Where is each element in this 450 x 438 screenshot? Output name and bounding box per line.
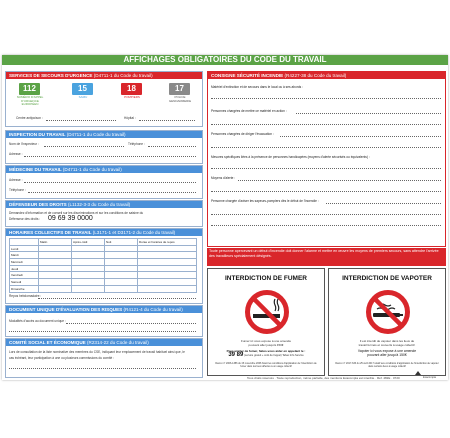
centre-antipoison-line [46,120,116,121]
consigne-ref: (R4227-38 du Code du travail) [284,73,347,78]
cell [138,259,197,266]
number-17: 17 [169,83,190,95]
fumer-title: INTERDICTION DE FUMER [225,275,307,282]
medecine-ref: (D4711-1 du Code du travail) [62,167,122,172]
secours-ref: (D4711-1 du Code du travail) [93,73,153,78]
cell [39,252,72,259]
cell [138,252,197,259]
table-row [10,245,197,252]
cell [138,272,197,279]
medecine-adresse-line [24,182,196,183]
section-defenseur [5,200,203,227]
defenseur-header [6,201,202,208]
risques-line [66,323,196,324]
horaires-col-apres-midi: Après-midi [72,239,105,246]
cell [105,252,138,259]
vapoter-text-1: Il est interdit de vapoter dans les lieux de [359,339,415,343]
cell [105,245,138,252]
vapoter-text-2: travail fermés et couverts à usage collectif. [358,343,416,347]
fumer-phone-note: (service gratuit + coût de l'appel) Tabac Info Service [244,354,304,357]
number-15-label: SAMU [78,95,88,99]
number-18-label: POMPIERS [124,95,140,99]
number-112: 112 [19,83,40,95]
consigne-line-1a [211,98,441,99]
cell [39,245,72,252]
cell [105,259,138,266]
cell [39,259,72,266]
repos-label: Repos hebdomadaire : [9,294,42,298]
hopital-label: Hôpital : [124,116,136,120]
inspecteur-nom-label: Nom de l'inspecteur : [9,142,39,146]
cell [72,279,105,286]
horaires-table [9,238,197,293]
repos-line [38,298,196,299]
risques-line-2 [9,331,196,332]
fumer-phone-number: 39 89 [228,352,244,358]
no-vaping-icon [365,289,411,335]
consigne-field-3: Personnes chargées de diriger l'évacuation : [211,132,274,136]
cell [105,279,138,286]
consigne-field-2: Personnes chargées de mettre ce matériel en action : [211,109,287,113]
vapoter-fine-print: Décret n° 2017-633 du 25 avril 2017 relatif aux conditions d'application de l'interdiction de vapoter dans certains lieux à usage collectif [335,362,439,368]
consigne-field-4: Mesures spécifiques liées à la présence de personnes handicapées (moyens d'alerte sécurisés ou équivalents) : [211,155,370,159]
number-112-label: NUMÉRO D'APPEL D'URGENCE EUROPÉEN [16,95,44,107]
day-label: Mercredi [10,259,39,266]
number-15: 15 [72,83,93,95]
vapoter-text-4: pouvant aller jusqu'à 150€ [367,353,407,357]
consigne-line-6b [211,214,441,215]
defenseur-ref: (L1132-3-3 du Code du travail) [67,202,131,207]
consigne-field-6: Personne chargée d'aviser les sapeurs-pompiers dès le début de l'incendie : [211,199,319,203]
inspection-header [6,131,202,138]
horaires-col-nuit: Nuit [105,239,138,246]
inspection-tel-line [148,146,196,147]
horaires-header-row [10,239,197,246]
consigne-header [208,72,445,79]
banner-title: AFFICHAGES OBLIGATOIRES DU CODE DU TRAVAIL [2,55,448,65]
horaires-col-matin: Matin [39,239,72,246]
section-medecine [5,165,203,199]
day-label: Dimanche [10,285,39,292]
horaires-title: HORAIRES COLLECTIFS DE TRAVAIL [9,230,92,235]
horaires-col-day [10,239,39,246]
panel-vapoter [328,268,446,376]
horaires-col-repos: Durée et horaires de repos [138,239,197,246]
panel-fumer [207,268,325,376]
cell [138,245,197,252]
inspection-adresse-label: Adresse : [9,152,23,156]
fumer-fine-print: Décret n° 2006-1386 du 15 novembre 2006 fixant les conditions d'application de l'interdiction de fumer dans les lieux affectés à un usage collectif [215,362,317,368]
cse-header [6,339,202,346]
cell [138,279,197,286]
consigne-line-5b [211,191,441,192]
horaires-ref: (L3171-1 et D3171-2 du Code du travail) [92,230,176,235]
cell [72,272,105,279]
risques-label: Modalités d'accès au document unique : [9,319,66,323]
section-inspection [5,130,203,164]
day-label: Samedi [10,279,39,286]
medecine-tel-line [28,192,196,193]
vapoter-title: INTERDICTION DE VAPOTER [342,275,432,282]
cse-ref: (R2314-22 du Code du travail) [87,340,149,345]
number-17-label: POLICE GENDARMERIE [168,95,192,103]
consigne-line-2 [296,113,441,114]
consigne-line-5 [238,180,441,181]
incendie-warning-text: Toute personne apercevant un début d'incendie doit donner l'alarme et mettre en œuvre les moyens de premiers secours, sans attendre l'arrivée des travailleurs spécialement désignés. [209,249,439,258]
secours-title: SERVICES DE SECOURS D'URGENCE [9,73,93,78]
cell [105,265,138,272]
day-label: Jeudi [10,265,39,272]
cell [39,285,72,292]
defenseur-text: Demandez d'information et de conseil sur les discriminations et sur les conditions de saisine du [9,211,144,215]
cell [39,279,72,286]
risques-header [6,306,202,313]
inspection-ref: (D4711-1 du Code du travail) [66,132,126,137]
medecine-adresse-label: Adresse : [9,178,23,182]
inspection-adresse-line [24,156,196,157]
table-row [10,259,197,266]
table-row [10,252,197,259]
consigne-line-6c [211,225,441,226]
no-smoking-icon [244,289,290,335]
medecine-title: MÉDECINE DU TRAVAIL [9,167,62,172]
risques-ref: (R4121-4 du Code du travail) [123,307,183,312]
defenseur-label: Défenseur des droits : [9,217,41,221]
section-consigne [207,71,446,247]
defenseur-title: DÉFENSEUR DES DROITS [9,202,67,207]
day-label: Lundi [10,245,39,252]
consigne-line-4 [211,168,441,169]
secours-header [6,72,202,79]
cell [39,265,72,272]
cse-title: COMITÉ SOCIAL ET ÉCONOMIQUE [9,340,86,345]
medecine-header [6,166,202,173]
section-horaires [5,228,203,304]
brand-logo-icon [414,370,422,376]
cell [105,285,138,292]
inspection-title: INSPECTION DU TRAVAIL [9,132,66,137]
consigne-title: CONSIGNE SÉCURITÉ INCENDIE [211,73,284,78]
day-label: Vendredi [10,272,39,279]
section-cse [5,338,203,378]
fumer-text-2: pouvant aller jusqu'à 450€ [248,343,284,347]
cse-fill-line [9,368,196,369]
table-row [10,285,197,292]
footer-brand: Exacompta [423,376,436,379]
table-row [10,279,197,286]
consigne-line-3 [280,136,441,137]
footer-text: Tous droits réservés · Toute reproduction, même partielle, des mentions Exacompta est interdite · Réf. 482E · 0720 [247,376,400,380]
medecine-tel-label: Téléphone : [9,188,26,192]
consigne-line-6 [326,203,441,204]
vapoter-text-3: Vapoter ici vous expose à une amende [357,349,417,353]
day-label: Mardi [10,252,39,259]
cse-line-1: Lors de consultation de la liste nominative des membres du CSE, indiquant leur emplacement de travail habituel ainsi que, le [9,350,185,354]
hopital-line [139,120,195,121]
consigne-field-1: Matériel d'extinction et de secours dans le local ou à ses abords : [211,85,304,89]
cell [72,259,105,266]
centre-antipoison-label: Centre antipoison : [16,116,43,120]
consigne-line-2b [211,124,441,125]
cse-line-2: cas échéant, leur participation à une ou plusieurs commissions du comité : [9,356,115,360]
poster [2,55,448,380]
table-row [10,272,197,279]
cell [72,245,105,252]
consigne-line-3b [211,147,441,148]
cell [105,272,138,279]
consigne-field-5: Moyens d'alerte : [211,176,236,180]
section-risques [5,305,203,337]
number-18: 18 [121,83,142,95]
fumer-text-3: Pour arrêter de fumer, faites-vous aider en appelant le : [226,349,306,353]
fumer-text-1: Fumer ici vous expose à une amende [240,339,292,343]
cell [72,285,105,292]
incendie-warning [207,248,446,266]
risques-title: DOCUMENT UNIQUE D'ÉVALUATION DES RISQUES [9,307,123,312]
horaires-header [6,229,202,236]
fumer-phone [208,354,324,358]
inspection-tel-label: Téléphone : [128,142,145,146]
table-row [10,265,197,272]
cell [138,285,197,292]
cell [72,265,105,272]
cell [39,272,72,279]
inspecteur-nom-line [44,146,124,147]
cell [72,252,105,259]
defenseur-phone: 09 69 39 0000 [48,215,93,222]
cell [138,265,197,272]
section-secours [5,71,203,127]
